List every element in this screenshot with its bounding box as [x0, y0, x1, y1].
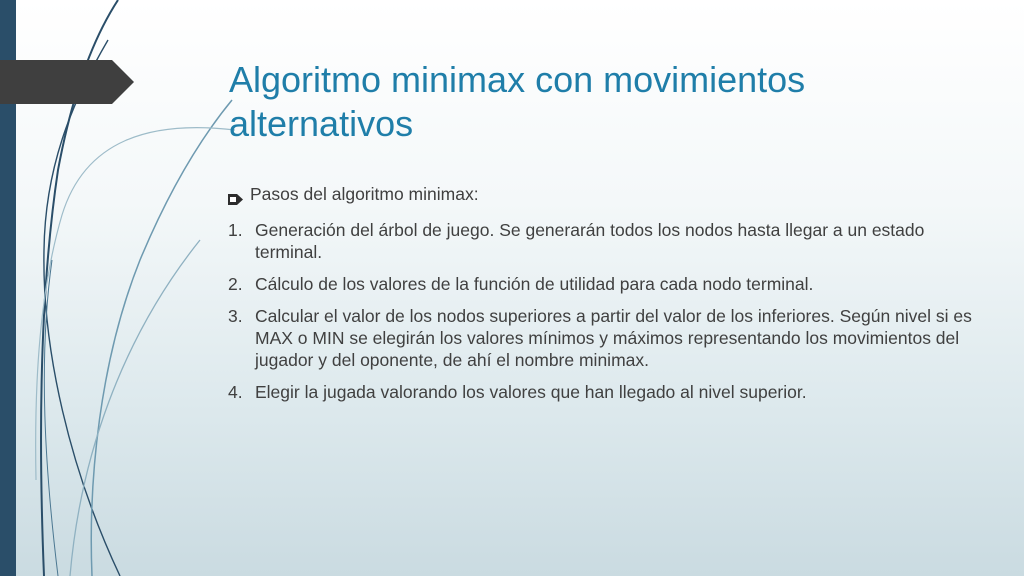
list-item-text: Calcular el valor de los nodos superiores a partir del valor de los inferiores. Según nivel si es MAX o MIN se elegirán los valores mínimos y máximos representando los movimientos del jugador y del oponente, de ahí el nombre minimax. — [255, 306, 972, 370]
list-item-text: Generación del árbol de juego. Se generarán todos los nodos hasta llegar a un estado terminal. — [255, 220, 925, 262]
list-item-number: 3. — [228, 306, 243, 326]
list-item — [228, 219, 988, 263]
intro-bullet-text: Pasos del algoritmo minimax: — [250, 184, 479, 204]
list-item-number: 1. — [228, 220, 243, 240]
list-item-text: Cálculo de los valores de la función de utilidad para cada nodo terminal. — [255, 274, 814, 294]
list-item — [228, 305, 988, 371]
slide-title: Algoritmo minimax con movimientos alternativos — [229, 59, 806, 144]
list-item — [228, 381, 988, 403]
slide-content — [228, 183, 988, 413]
list-item-number: 2. — [228, 274, 243, 294]
list-item-number: 4. — [228, 382, 243, 402]
title-arrow-marker — [0, 60, 134, 104]
arrow-bullet-icon — [228, 183, 250, 210]
list-item-text: Elegir la jugada valorando los valores que han llegado al nivel superior. — [255, 382, 807, 402]
intro-bullet — [228, 183, 988, 210]
list-item — [228, 273, 988, 295]
